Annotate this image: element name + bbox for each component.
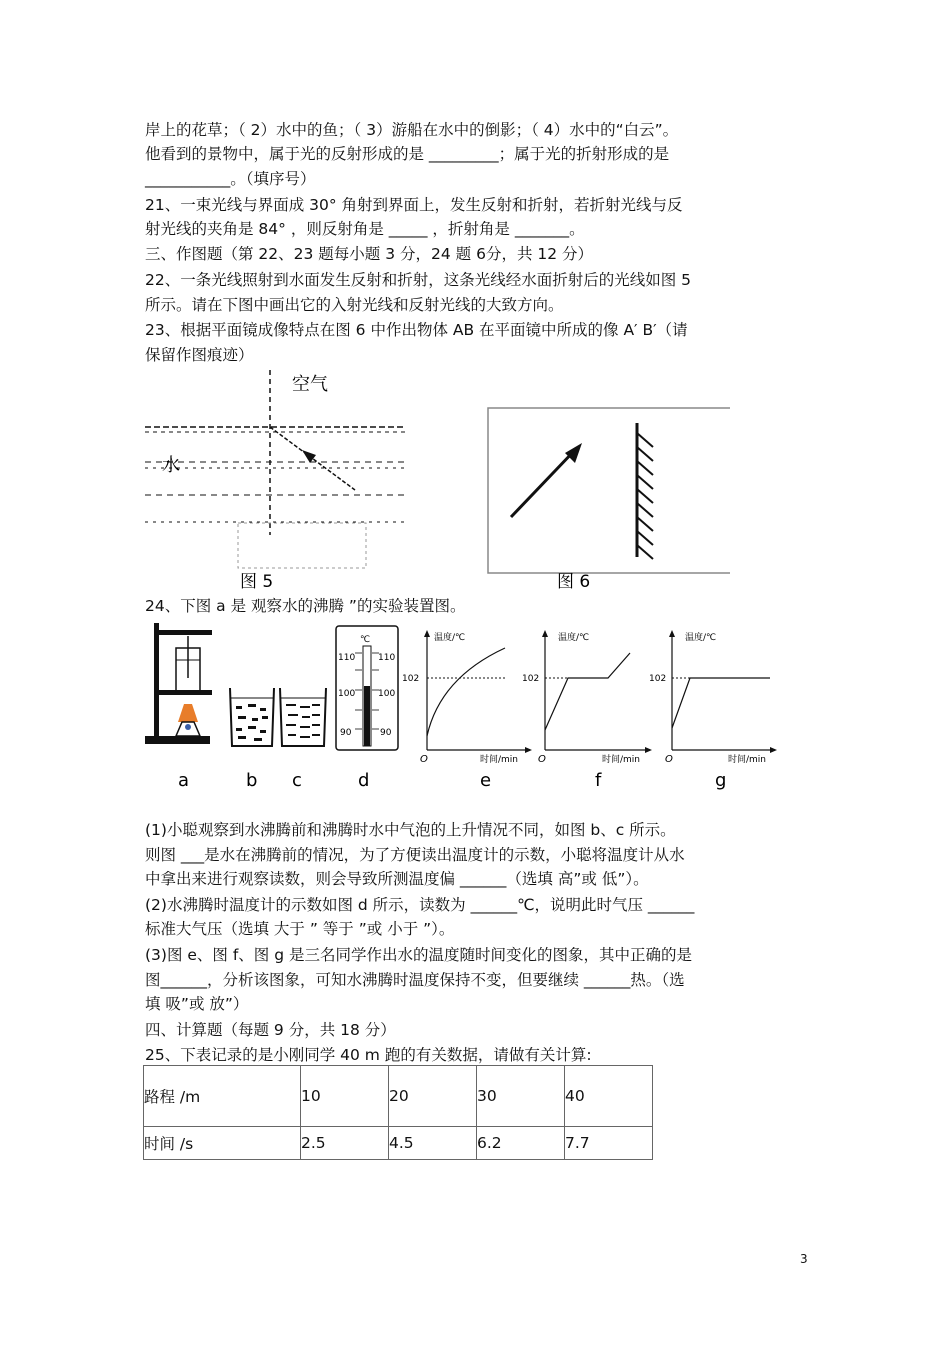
graph-g-xlabel: 时间/min <box>728 755 767 765</box>
tick-100-right: 100 <box>378 689 396 699</box>
table-cell: 30 <box>477 1066 565 1127</box>
data-table <box>143 1065 653 1160</box>
text-line: 标准大气压（选填 大于 ” 等于 ”或 小于 ”）。 <box>145 920 455 938</box>
graph-f-ylabel: 温度/℃ <box>558 633 590 643</box>
text-line: 图______，分析该图象，可知水沸腾时温度保持不变，但要继续 ______热。（选 <box>145 971 685 989</box>
graph-f-102: 102 <box>522 674 540 684</box>
graph-e-102: 102 <box>402 674 420 684</box>
graph-f <box>522 630 652 765</box>
tick-110-right: 110 <box>378 653 396 663</box>
figure-6 <box>485 405 735 590</box>
text-line: 则图 ___是水在沸腾前的情况，为了方便读出温度计的示数，小聪将温度计从水 <box>145 846 685 864</box>
graph-f-xlabel: 时间/min <box>602 755 641 765</box>
graph-e-ylabel: 温度/℃ <box>434 633 466 643</box>
water-label: 水 <box>162 455 180 476</box>
section-heading: 三、作图题（第 22、23 题每小题 3 分，24 题 6分，共 12 分） <box>145 245 594 263</box>
label-c: c <box>292 770 302 791</box>
text-line: 所示。请在下图中画出它的入射光线和反射光线的大致方向。 <box>145 296 564 314</box>
table-cell: 20 <box>389 1066 477 1127</box>
graph-f-origin: O <box>538 754 546 765</box>
text-line: ___________。（填序号） <box>145 170 316 188</box>
question-22: 22、一条光线照射到水面发生反射和折射，这条光线经水面折射后的光线如图 5 <box>145 271 692 289</box>
question-23: 23、根据平面镜成像特点在图 6 中作出物体 AB 在平面镜中所成的像 A′ B′（请 <box>145 321 688 339</box>
question-24-part1: (1)小聪观察到水沸腾前和沸腾时水中气泡的上升情况不同，如图 b、c 所示。 <box>145 821 676 839</box>
tick-90-left: 90 <box>340 728 352 738</box>
thermometer-unit: ℃ <box>360 635 371 645</box>
text-line: 保留作图痕迹） <box>145 346 254 364</box>
question-25: 25、下表记录的是小刚同学 40 m 跑的有关数据，请做有关计算: <box>145 1046 592 1064</box>
question-24-part2: (2)水沸腾时温度计的示数如图 d 所示，读数为 ______℃，说明此时气压 ______ <box>145 896 695 914</box>
thermometer-d <box>336 626 398 750</box>
label-g: g <box>715 770 727 791</box>
text-line: 填 吸”或 放”） <box>145 995 249 1013</box>
table-row <box>144 1066 653 1127</box>
label-d: d <box>358 770 370 791</box>
figure-5-caption: 图 5 <box>240 572 274 590</box>
table-cell: 时间 /s <box>144 1127 301 1160</box>
page-number: 3 <box>800 1252 808 1266</box>
graph-e-origin: O <box>420 754 428 765</box>
figure-6-caption: 图 6 <box>557 572 591 590</box>
table-cell: 路程 /m <box>144 1066 301 1127</box>
graph-g-102: 102 <box>649 674 667 684</box>
question-24-part3: (3)图 e、图 f、图 g 是三名同学作出水的温度随时间变化的图象，其中正确的是 <box>145 946 692 964</box>
label-f: f <box>595 770 602 791</box>
boiling-figures <box>140 618 790 793</box>
table-row <box>144 1127 653 1160</box>
tick-90-right: 90 <box>380 728 392 738</box>
text-line: 岸上的花草；（ 2）水中的鱼；（ 3）游船在水中的倒影；（ 4）水中的“白云”。 <box>145 121 679 139</box>
table-cell: 10 <box>301 1066 389 1127</box>
label-e: e <box>480 770 492 791</box>
graph-g-ylabel: 温度/℃ <box>685 633 717 643</box>
table-cell: 40 <box>565 1066 653 1127</box>
graph-g <box>649 630 777 765</box>
table-cell: 2.5 <box>301 1127 389 1160</box>
label-b: b <box>246 770 258 791</box>
text-line: 他看到的景物中，属于光的反射形成的是 _________；属于光的折射形成的是 <box>145 145 670 163</box>
beaker-b <box>230 688 274 746</box>
section-heading: 四、计算题（每题 9 分，共 18 分） <box>145 1021 396 1039</box>
graph-e <box>402 630 532 765</box>
question-24: 24、下图 a 是 观察水的沸腾 ”的实验装置图。 <box>145 597 466 615</box>
graph-g-origin: O <box>665 754 673 765</box>
air-label: 空气 <box>292 374 328 395</box>
question-21: 21、一束光线与界面成 30° 角射到界面上，发生反射和折射，若折射光线与反 <box>145 196 683 214</box>
tick-100-left: 100 <box>338 689 356 699</box>
table-cell: 4.5 <box>389 1127 477 1160</box>
table-cell: 7.7 <box>565 1127 653 1160</box>
label-a: a <box>178 770 190 791</box>
text-line: 射光线的夹角是 84° ，则反射角是 _____ ，折射角是 _______。 <box>145 220 585 238</box>
table-cell: 6.2 <box>477 1127 565 1160</box>
text-line: 中拿出来进行观察读数，则会导致所测温度偏 ______（选填 高”或 低”）。 <box>145 870 649 888</box>
beaker-c <box>280 688 326 746</box>
figure-5 <box>140 365 410 590</box>
graph-e-xlabel: 时间/min <box>480 755 519 765</box>
tick-110-left: 110 <box>338 653 356 663</box>
apparatus-a <box>145 623 212 744</box>
